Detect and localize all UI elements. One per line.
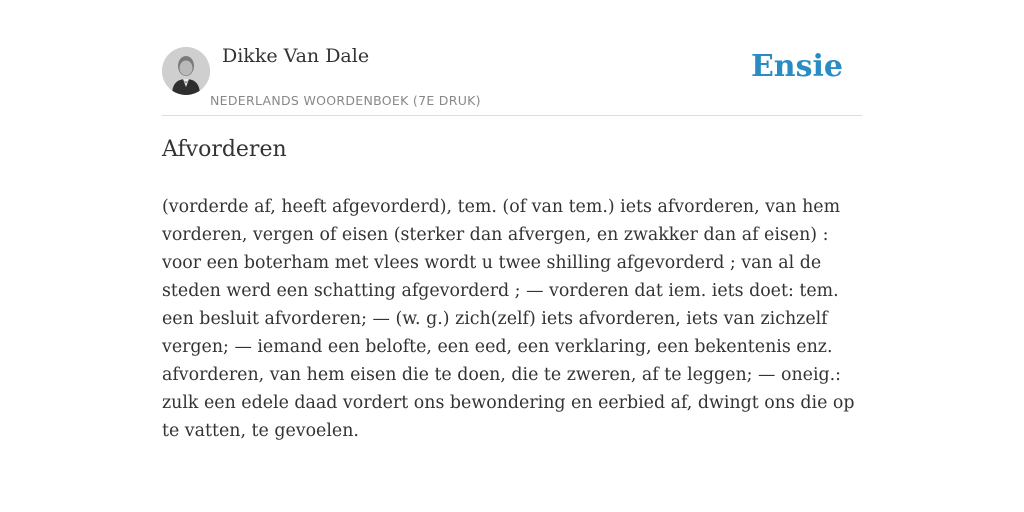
ensie-logo[interactable]: Ensie <box>750 49 843 84</box>
portrait-image <box>162 47 210 95</box>
source-label[interactable]: NEDERLANDS WOORDENBOEK (7E DRUK) <box>210 93 481 108</box>
entry-title: Afvorderen <box>162 137 287 162</box>
entry-header <box>162 44 862 116</box>
entry-definition: (vorderde af, heeft afgevorderd), tem. (of van tem.) iets afvorderen, van hem vorderen, vergen of eisen (sterker dan afvergen, en zwakker dan af eisen) : voor een boterham met vlees wordt u twee shilling afgevorderd ; van al de steden werd een schatting afgevorderd ; — vorderen dat iem. iets doet: tem. een besluit afvorderen; — (w. g.) zich(zelf) iets afvorderen, iets van zichzelf vergen; — iemand een belofte, een eed, een verklaring, een bekentenis enz. afvorderen, van hem eisen die te doen, die te zweren, af te leggen; — oneig.: zulk een edele daad vordert ons bewondering en eerbied af, dwingt ons die op te vatten, te gevoelen. <box>162 197 855 441</box>
author-name[interactable]: Dikke Van Dale <box>222 45 370 67</box>
author-avatar[interactable] <box>162 47 210 95</box>
